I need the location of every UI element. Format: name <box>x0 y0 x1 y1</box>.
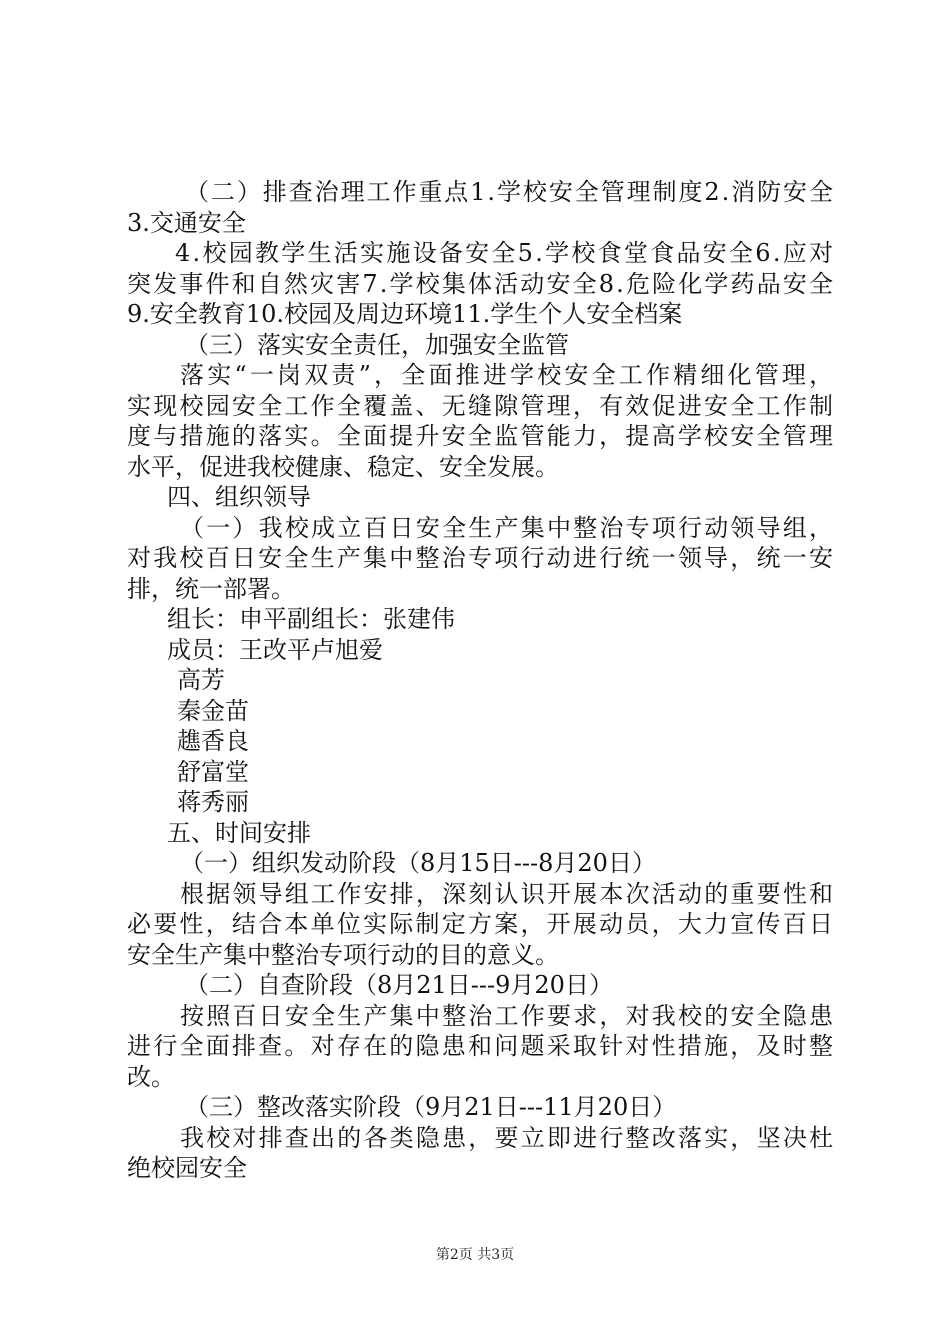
document-line: 9.安全教育10.校园及周边环境11.学生个人安全档案 <box>127 300 683 328</box>
document-line: 落实“一岗双责”，全面推进学校安全工作精细化管理， <box>180 361 837 389</box>
document-line: 高芳 <box>177 666 225 694</box>
document-line: （三）整改落实阶段（9月21日---11月20日） <box>185 1093 677 1121</box>
document-line: 排，统一部署。 <box>127 574 295 603</box>
document-line: 我校对排查出的各类隐患，要立即进行整改落实，坚决杜 <box>180 1123 836 1152</box>
document-line: 突发事件和自然灾害7.学校集体活动安全8.危险化学药品安全 <box>127 269 836 298</box>
document-line: 3.交通安全 <box>127 208 246 237</box>
document-line: （二）排查治理工作重点1.学校安全管理制度2.消防安全 <box>185 178 835 206</box>
document-line: （二）自查阶段（8月21日---9月20日） <box>185 971 613 999</box>
document-line: （一）组织发动阶段（8月15日---8月20日） <box>180 849 656 877</box>
document-line: （三）落实安全责任，加强安全监管 <box>185 330 569 359</box>
document-line: 改。 <box>127 1062 175 1091</box>
document-line: 安全生产集中整治专项行动的目的意义。 <box>127 940 559 969</box>
document-line: 水平，促进我校健康、稳定、安全发展。 <box>127 452 559 481</box>
document-line: 度与措施的落实。全面提升安全监管能力，提高学校安全管理 <box>127 422 836 450</box>
document-line: 必要性，结合本单位实际制定方案，开展动员，大力宣传百日 <box>127 910 836 938</box>
page-footer: 第2页 共3页 <box>435 1247 515 1263</box>
document-line: 成员：王改平卢旭爱 <box>167 635 383 664</box>
document-line: （一）我校成立百日安全生产集中整治专项行动领导组， <box>180 513 836 542</box>
document-line: 进行全面排查。对存在的隐患和问题采取针对性措施，及时整 <box>127 1032 836 1060</box>
document-line: 根据领导组工作安排，深刻认识开展本次活动的重要性和 <box>180 879 836 908</box>
document-line: 蒋秀丽 <box>177 788 249 816</box>
document-body <box>127 177 837 1184</box>
document-line: 4.校园教学生活实施设备安全5.学校食堂食品安全6.应对 <box>175 239 836 267</box>
document-line: 对我校百日安全生产集中整治专项行动进行统一领导，统一安 <box>127 544 836 572</box>
document-line: 五、时间安排 <box>167 818 311 847</box>
document-line: 按照百日安全生产集中整治工作要求，对我校的安全隐患 <box>180 1001 836 1030</box>
document-line: 秦金苗 <box>177 696 249 725</box>
document-line: 舒富堂 <box>177 757 249 786</box>
document-line: 组长：申平副组长：张建伟 <box>167 605 455 633</box>
document-line: 绝校园安全 <box>127 1154 247 1182</box>
document-line: 四、组织领导 <box>167 483 311 511</box>
document-line: 趭香良 <box>177 727 249 755</box>
document-line: 实现校园安全工作全覆盖、无缝隙管理，有效促进安全工作制 <box>127 391 836 420</box>
